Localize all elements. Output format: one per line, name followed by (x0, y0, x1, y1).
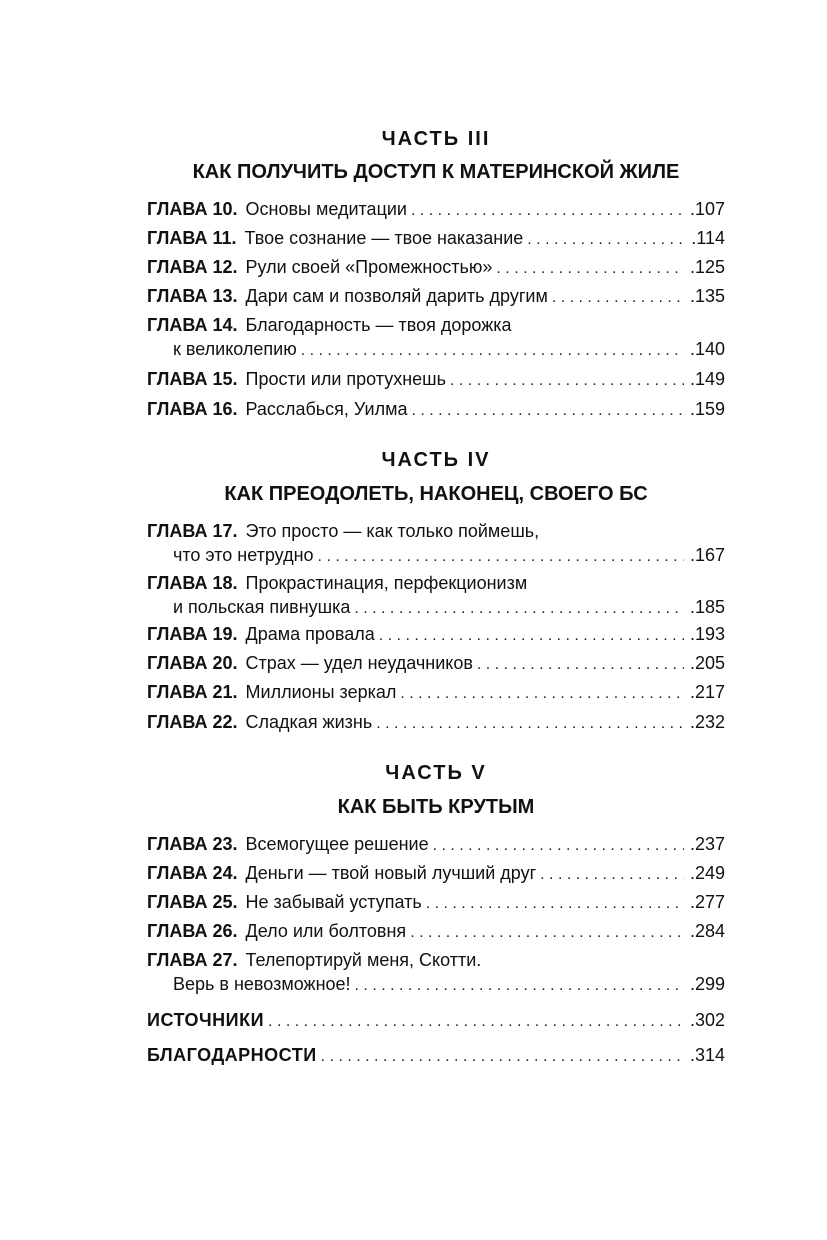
dot-leader (301, 340, 684, 362)
chapter-number: ГЛАВА 12. (147, 257, 238, 277)
page-number: . 205 (690, 652, 725, 674)
dot-leader (376, 713, 684, 735)
toc-entry[interactable] (147, 227, 725, 249)
chapter-title: Дари сам и позволяй дарить другим (245, 286, 548, 306)
toc-entry[interactable] (147, 314, 725, 360)
chapter-number: ГЛАВА 17. (147, 521, 238, 541)
chapter-title: Драма провала (245, 624, 375, 644)
chapter-number: ГЛАВА 21. (147, 682, 238, 702)
chapter-title: Миллионы зеркал (245, 682, 397, 702)
toc-entry[interactable] (147, 368, 725, 390)
dot-leader (318, 546, 684, 568)
dot-leader (426, 893, 684, 915)
chapter-number: ГЛАВА 11. (147, 228, 237, 248)
part-label: ЧАСТЬ III (381, 128, 491, 150)
page-number: . 193 (690, 623, 725, 645)
chapter-title: Твое сознание — твое наказание (244, 228, 524, 248)
page-number: . 185 (690, 596, 725, 618)
page-number: . 232 (690, 711, 725, 733)
chapter-number: ГЛАВА 14. (147, 315, 238, 335)
dot-leader (540, 864, 684, 886)
chapter-number: ГЛАВА 16. (147, 399, 238, 419)
toc-entry[interactable] (147, 891, 725, 913)
dot-leader (268, 1011, 684, 1033)
dot-leader (477, 654, 684, 676)
dot-leader (496, 258, 684, 280)
chapter-number: ГЛАВА 13. (147, 286, 238, 306)
toc-entry[interactable] (147, 520, 725, 566)
chapter-title-continued: к великолепию (173, 339, 297, 359)
page-number: . 159 (690, 398, 725, 420)
toc-entry[interactable] (147, 862, 725, 884)
chapter-number: ГЛАВА 15. (147, 369, 238, 389)
dot-leader (400, 683, 684, 705)
page-number: . 140 (690, 338, 725, 360)
part-label: ЧАСТЬ V (385, 762, 487, 784)
toc-entry[interactable] (147, 285, 725, 307)
backmatter-title: БЛАГОДАРНОСТИ (147, 1045, 317, 1065)
part-title: КАК БЫТЬ КРУТЫМ (337, 796, 535, 818)
chapter-number: ГЛАВА 26. (147, 921, 238, 941)
dot-leader (450, 370, 684, 392)
chapter-title-continued: что это нетрудно (173, 545, 314, 565)
toc-entry[interactable] (147, 920, 725, 942)
toc-entry[interactable] (147, 256, 725, 278)
chapter-title: Не забывай уступать (245, 892, 422, 912)
page-number: . 299 (690, 973, 725, 995)
chapter-title-continued: Верь в невозможное! (173, 974, 351, 994)
dot-leader (410, 922, 684, 944)
toc-entry[interactable] (147, 198, 725, 220)
chapter-title: Это просто — как только поймешь, (245, 521, 540, 541)
dot-leader (411, 200, 684, 222)
chapter-number: ГЛАВА 25. (147, 892, 238, 912)
page-number: . 114 (691, 227, 725, 249)
page-number: . 217 (690, 681, 725, 703)
page-number: . 107 (690, 198, 725, 220)
chapter-title: Сладкая жизнь (245, 712, 373, 732)
toc-entry[interactable] (147, 623, 725, 645)
chapter-title: Телепортируй меня, Скотти. (245, 950, 482, 970)
chapter-title: Прости или протухнешь (245, 369, 446, 389)
page-number: . 302 (690, 1009, 725, 1031)
page-number: . 237 (690, 833, 725, 855)
part-title: КАК ПОЛУЧИТЬ ДОСТУП К МАТЕРИНСКОЙ ЖИЛЕ (192, 161, 680, 183)
page-number: . 135 (690, 285, 725, 307)
chapter-title: Рули своей «Промежностью» (245, 257, 493, 277)
toc-entry[interactable] (147, 949, 725, 995)
dot-leader (527, 229, 685, 251)
dot-leader (354, 598, 684, 620)
toc-entry-acknowledgements[interactable] (147, 1044, 725, 1066)
toc-entry[interactable] (147, 652, 725, 674)
chapter-title: Прокрастинация, перфекционизм (245, 573, 528, 593)
chapter-number: ГЛАВА 22. (147, 712, 238, 732)
dot-leader (321, 1046, 684, 1068)
chapter-title: Страх — удел неудачников (245, 653, 473, 673)
dot-leader (552, 287, 684, 309)
toc-entry[interactable] (147, 711, 725, 733)
page-number: . 125 (690, 256, 725, 278)
chapter-number: ГЛАВА 19. (147, 624, 238, 644)
chapter-number: ГЛАВА 18. (147, 573, 238, 593)
chapter-number: ГЛАВА 23. (147, 834, 238, 854)
page-number: . 167 (690, 544, 725, 566)
toc-entry[interactable] (147, 398, 725, 420)
chapter-number: ГЛАВА 27. (147, 950, 238, 970)
backmatter-title: ИСТОЧНИКИ (147, 1010, 265, 1030)
toc-entry[interactable] (147, 681, 725, 703)
chapter-title: Деньги — твой новый лучший друг (245, 863, 537, 883)
page-number: . 284 (690, 920, 725, 942)
chapter-number: ГЛАВА 24. (147, 863, 238, 883)
dot-leader (433, 835, 684, 857)
toc-entry[interactable] (147, 833, 725, 855)
page-number: . 149 (690, 368, 725, 390)
part-label: ЧАСТЬ IV (381, 449, 491, 471)
chapter-title: Дело или болтовня (245, 921, 407, 941)
page-number: . 277 (690, 891, 725, 913)
chapter-title: Всемогущее решение (245, 834, 429, 854)
page-number: . 314 (690, 1044, 725, 1066)
chapter-title: Основы медитации (245, 199, 407, 219)
dot-leader (411, 400, 683, 422)
chapter-number: ГЛАВА 20. (147, 653, 238, 673)
part-title: КАК ПРЕОДОЛЕТЬ, НАКОНЕЦ, СВОЕГО БС (224, 483, 648, 505)
page-number: . 249 (690, 862, 725, 884)
chapter-title: Благодарность — твоя дорожка (245, 315, 512, 335)
toc-entry-sources[interactable] (147, 1009, 725, 1031)
dot-leader (355, 975, 684, 997)
chapter-title-continued: и польская пивнушка (173, 597, 351, 617)
chapter-number: ГЛАВА 10. (147, 199, 238, 219)
chapter-title: Расслабься, Уилма (245, 399, 408, 419)
dot-leader (379, 625, 684, 647)
toc-entry[interactable] (147, 572, 725, 618)
